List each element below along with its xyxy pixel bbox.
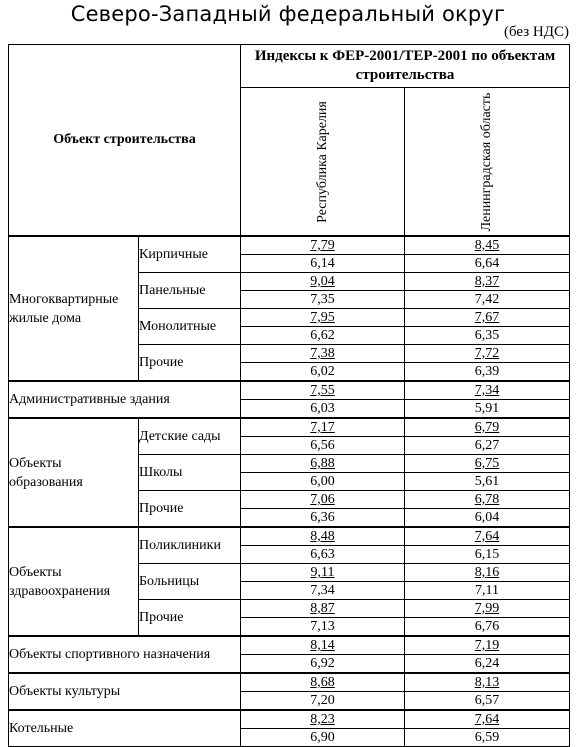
karelia-value-top-text: 7,06 bbox=[310, 492, 335, 507]
karelia-value-bottom-text: 6,63 bbox=[310, 547, 335, 562]
group-label bbox=[9, 673, 241, 710]
karelia-value-bottom bbox=[241, 363, 405, 382]
karelia-value-top bbox=[241, 710, 405, 729]
leningrad-value-bottom bbox=[405, 327, 570, 345]
leningrad-value-bottom-text: 7,11 bbox=[475, 583, 499, 598]
leningrad-value-top-text: 7,72 bbox=[474, 346, 500, 361]
sub-label bbox=[139, 418, 241, 455]
leningrad-value-bottom bbox=[405, 363, 570, 382]
karelia-value-bottom bbox=[241, 509, 405, 528]
sub-label-text: Панельные bbox=[139, 282, 206, 298]
group-label-text: Котельные bbox=[9, 721, 74, 736]
leningrad-value-bottom bbox=[405, 509, 570, 528]
sub-label-text: Кирпичные bbox=[139, 246, 208, 262]
karelia-value-top bbox=[241, 309, 405, 327]
region-header-leningrad bbox=[405, 88, 570, 237]
indices-header bbox=[241, 45, 570, 88]
leningrad-value-top bbox=[405, 455, 570, 473]
karelia-value-bottom-text: 6,92 bbox=[310, 656, 335, 671]
karelia-value-bottom bbox=[241, 729, 405, 747]
karelia-value-bottom bbox=[241, 291, 405, 309]
karelia-value-top bbox=[241, 564, 405, 582]
karelia-value-top bbox=[241, 491, 405, 509]
leningrad-value-bottom-text: 6,57 bbox=[474, 693, 500, 708]
karelia-value-top-text: 9,04 bbox=[310, 274, 335, 289]
leningrad-value-top bbox=[405, 381, 570, 400]
leningrad-value-top-text: 7,67 bbox=[474, 310, 500, 325]
karelia-value-bottom bbox=[241, 327, 405, 345]
leningrad-value-bottom-text: 7,42 bbox=[474, 292, 500, 307]
indices-header-label: Индексы к ФЕР-2001/ТЕР-2001 по объектам строительства bbox=[254, 48, 556, 83]
karelia-value-bottom bbox=[241, 582, 405, 600]
karelia-value-bottom-text: 6,90 bbox=[310, 730, 335, 745]
karelia-value-bottom-text: 7,34 bbox=[310, 583, 335, 598]
leningrad-value-top bbox=[405, 236, 570, 255]
karelia-value-top bbox=[241, 600, 405, 618]
karelia-value-bottom-text: 6,03 bbox=[310, 401, 335, 416]
leningrad-value-top-text: 8,16 bbox=[474, 565, 500, 580]
karelia-value-top-text: 6,88 bbox=[310, 456, 335, 471]
leningrad-value-bottom bbox=[405, 618, 570, 637]
karelia-value-top-text: 8,14 bbox=[310, 638, 335, 653]
group-label bbox=[9, 527, 139, 636]
vat-note: (без НДС) bbox=[503, 24, 569, 40]
leningrad-value-bottom-text: 6,27 bbox=[474, 438, 500, 453]
leningrad-value-bottom bbox=[405, 655, 570, 674]
leningrad-value-bottom bbox=[405, 291, 570, 309]
karelia-value-top bbox=[241, 381, 405, 400]
karelia-value-top bbox=[241, 673, 405, 692]
sub-label-text: Прочие bbox=[139, 609, 184, 625]
sub-label-text: Прочие bbox=[139, 354, 184, 370]
sub-label bbox=[139, 345, 241, 382]
leningrad-value-bottom-text: 5,91 bbox=[474, 401, 500, 416]
leningrad-value-bottom bbox=[405, 692, 570, 711]
leningrad-value-bottom-text: 6,59 bbox=[474, 730, 500, 745]
leningrad-value-bottom bbox=[405, 546, 570, 564]
leningrad-value-bottom-text: 6,15 bbox=[474, 547, 500, 562]
leningrad-value-bottom bbox=[405, 582, 570, 600]
karelia-value-top-text: 8,48 bbox=[310, 529, 335, 544]
region-label-leningrad: Ленинградская область bbox=[479, 92, 495, 231]
group-label bbox=[9, 418, 139, 527]
leningrad-value-top-text: 8,13 bbox=[474, 675, 500, 690]
group-label bbox=[9, 710, 241, 747]
karelia-value-bottom-text: 6,14 bbox=[310, 256, 335, 271]
table-row bbox=[9, 527, 570, 546]
object-header bbox=[9, 45, 241, 237]
leningrad-value-bottom bbox=[405, 437, 570, 455]
karelia-value-top bbox=[241, 527, 405, 546]
karelia-value-top bbox=[241, 273, 405, 291]
table-row bbox=[9, 673, 570, 692]
leningrad-value-top bbox=[405, 600, 570, 618]
group-label-text: Многоквартирные жилые дома bbox=[9, 291, 119, 326]
group-label bbox=[9, 236, 139, 381]
leningrad-value-bottom-text: 6,39 bbox=[474, 364, 500, 379]
karelia-value-bottom bbox=[241, 255, 405, 273]
group-label bbox=[9, 381, 241, 418]
leningrad-value-bottom bbox=[405, 400, 570, 419]
karelia-value-top-text: 7,38 bbox=[310, 346, 335, 361]
group-label-text: Объекты образования bbox=[9, 455, 83, 490]
sub-label bbox=[139, 600, 241, 637]
karelia-value-bottom bbox=[241, 400, 405, 419]
karelia-value-top-text: 8,68 bbox=[310, 675, 335, 690]
leningrad-value-top bbox=[405, 527, 570, 546]
karelia-value-bottom-text: 6,56 bbox=[310, 438, 335, 453]
table-row bbox=[9, 418, 570, 437]
leningrad-value-bottom-text: 6,24 bbox=[474, 656, 500, 671]
leningrad-value-top bbox=[405, 564, 570, 582]
karelia-value-bottom-text: 6,62 bbox=[310, 328, 335, 343]
leningrad-value-bottom-text: 5,61 bbox=[474, 474, 500, 489]
sub-label-text: Прочие bbox=[139, 500, 184, 516]
region-label-karelia: Республика Карелия bbox=[314, 100, 330, 223]
leningrad-value-top-text: 7,64 bbox=[474, 529, 500, 544]
table-row bbox=[9, 381, 570, 400]
leningrad-value-top-text: 6,79 bbox=[474, 420, 500, 435]
leningrad-value-top-text: 6,78 bbox=[474, 492, 500, 507]
leningrad-value-bottom bbox=[405, 473, 570, 491]
group-label bbox=[9, 636, 241, 673]
sub-label bbox=[139, 527, 241, 564]
karelia-value-bottom-text: 7,35 bbox=[310, 292, 335, 307]
karelia-value-bottom-text: 7,20 bbox=[310, 693, 335, 708]
leningrad-value-top bbox=[405, 636, 570, 655]
group-label-text: Объекты культуры bbox=[9, 684, 121, 699]
karelia-value-top-text: 8,23 bbox=[310, 712, 335, 727]
group-label-text: Объекты здравоохранения bbox=[9, 564, 111, 599]
leningrad-value-bottom-text: 6,35 bbox=[474, 328, 500, 343]
karelia-value-top bbox=[241, 418, 405, 437]
karelia-value-top bbox=[241, 345, 405, 363]
leningrad-value-top-text: 7,99 bbox=[474, 601, 500, 616]
sub-label-text: Монолитные bbox=[139, 318, 217, 334]
leningrad-value-top bbox=[405, 309, 570, 327]
leningrad-value-top-text: 7,19 bbox=[474, 638, 500, 653]
sub-label-text: Больницы bbox=[139, 573, 200, 589]
leningrad-value-bottom-text: 6,04 bbox=[474, 510, 500, 525]
karelia-value-top bbox=[241, 236, 405, 255]
sub-label-text: Детские сады bbox=[139, 428, 221, 444]
karelia-value-bottom bbox=[241, 618, 405, 637]
sub-label bbox=[139, 455, 241, 491]
leningrad-value-top bbox=[405, 345, 570, 363]
karelia-value-bottom-text: 7,13 bbox=[310, 619, 335, 634]
leningrad-value-top bbox=[405, 673, 570, 692]
page-title: Северо-Западный федеральный округ bbox=[70, 2, 506, 26]
karelia-value-bottom bbox=[241, 546, 405, 564]
leningrad-value-bottom bbox=[405, 255, 570, 273]
karelia-value-bottom bbox=[241, 437, 405, 455]
karelia-value-top-text: 7,17 bbox=[310, 420, 335, 435]
karelia-value-top-text: 8,87 bbox=[310, 601, 335, 616]
karelia-value-top bbox=[241, 455, 405, 473]
sub-label bbox=[139, 236, 241, 273]
leningrad-value-top-text: 8,45 bbox=[474, 238, 500, 253]
leningrad-value-top bbox=[405, 418, 570, 437]
leningrad-value-top bbox=[405, 710, 570, 729]
table-row bbox=[9, 710, 570, 729]
leningrad-value-top bbox=[405, 491, 570, 509]
region-header-karelia bbox=[241, 88, 405, 237]
karelia-value-top bbox=[241, 636, 405, 655]
karelia-value-top-text: 9,11 bbox=[310, 565, 335, 580]
leningrad-value-top-text: 7,34 bbox=[474, 383, 500, 398]
table-row bbox=[9, 236, 570, 255]
table-body bbox=[9, 236, 570, 747]
object-header-label: Объект строительства bbox=[53, 132, 196, 147]
leningrad-value-top bbox=[405, 273, 570, 291]
sub-label bbox=[139, 273, 241, 309]
table-row bbox=[9, 636, 570, 655]
karelia-value-top-text: 7,55 bbox=[310, 383, 335, 398]
karelia-value-bottom-text: 6,00 bbox=[310, 474, 335, 489]
leningrad-value-bottom-text: 6,76 bbox=[474, 619, 500, 634]
sub-label-text: Школы bbox=[139, 464, 183, 480]
karelia-value-bottom-text: 6,36 bbox=[310, 510, 335, 525]
karelia-value-bottom bbox=[241, 473, 405, 491]
sub-label bbox=[139, 564, 241, 600]
leningrad-value-top-text: 7,64 bbox=[474, 712, 500, 727]
index-table bbox=[8, 44, 570, 747]
sub-label bbox=[139, 491, 241, 528]
sub-label-text: Поликлиники bbox=[139, 537, 221, 553]
karelia-value-top-text: 7,95 bbox=[310, 310, 335, 325]
group-label-text: Объекты спортивного назначения bbox=[9, 647, 211, 662]
leningrad-value-bottom-text: 6,64 bbox=[474, 256, 500, 271]
karelia-value-top-text: 7,79 bbox=[310, 238, 335, 253]
leningrad-value-top-text: 8,37 bbox=[474, 274, 500, 289]
group-label-text: Административные здания bbox=[9, 392, 170, 407]
leningrad-value-bottom bbox=[405, 729, 570, 747]
karelia-value-bottom-text: 6,02 bbox=[310, 364, 335, 379]
leningrad-value-top-text: 6,75 bbox=[474, 456, 500, 471]
karelia-value-bottom bbox=[241, 655, 405, 674]
karelia-value-bottom bbox=[241, 692, 405, 711]
sub-label bbox=[139, 309, 241, 345]
